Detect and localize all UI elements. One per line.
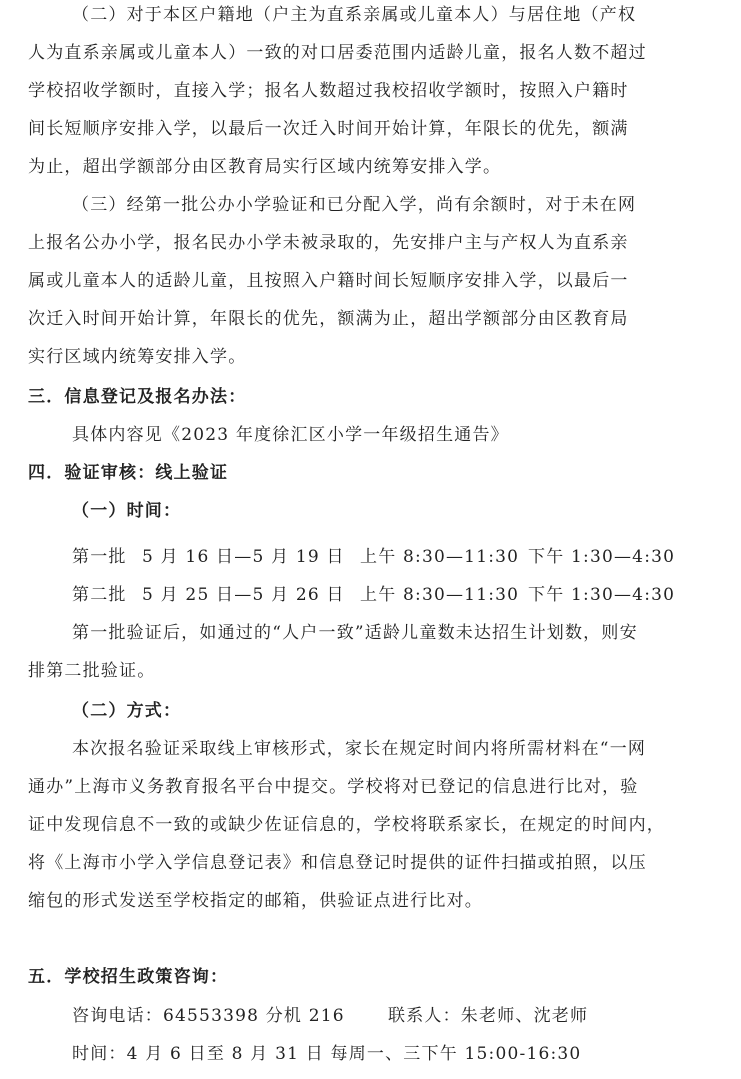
para3-line-2: 上报名公办小学，报名民办小学未被录取的，先安排户主与产权人为直系亲: [28, 233, 629, 253]
section-4-sub2-heading: （二）方式：: [72, 701, 182, 721]
section-4-heading: 四．验证审核：线上验证: [28, 463, 229, 483]
section-4-sub1-heading: （一）时间：: [72, 501, 182, 521]
para3-line-4: 次迁入时间开始计算，年限长的优先，额满为止，超出学额部分由区教育局: [28, 309, 629, 329]
batch-1-label: 第一批: [72, 547, 127, 567]
method-line-3: 证中发现信息不一致的或缺少佐证信息的，学校将联系家长，在规定的时间内，: [28, 815, 665, 835]
para2-line-4: 间长短顺序安排入学，以最后一次迁入时间开始计算，年限长的优先，额满: [28, 119, 629, 139]
section-3-body: 具体内容见《2023 年度徐汇区小学一年级招生通告》: [72, 425, 509, 445]
batch-1-dates: 5 月 16 日—5 月 19 日: [142, 547, 345, 567]
batch-2-dates: 5 月 25 日—5 月 26 日: [142, 585, 345, 605]
method-line-4: 将《上海市小学入学信息登记表》和信息登记时提供的证件扫描或拍照，以压: [28, 853, 647, 873]
section-5-heading: 五．学校招生政策咨询：: [28, 967, 229, 987]
para3-line-5: 实行区域内统筹安排入学。: [28, 347, 247, 367]
method-line-5: 缩包的形式发送至学校指定的邮箱，供验证点进行比对。: [28, 891, 483, 911]
method-line-1: 本次报名验证采取线上审核形式，家长在规定时间内将所需材料在“一网: [72, 739, 647, 759]
batch-2-am: 上午 8:30—11:30: [360, 585, 520, 605]
method-line-2: 通办”上海市义务教育报名平台中提交。学校将对已登记的信息进行比对，验: [28, 777, 639, 797]
para2-line-1: （二）对于本区户籍地（户主为直系亲属或儿童本人）与居住地（产权: [72, 5, 637, 25]
consult-hours: 时间：4 月 6 日至 8 月 31 日 每周一、三下午 15:00-16:30: [72, 1044, 582, 1064]
verification-note-line-1: 第一批验证后，如通过的“人户一致”适龄儿童数未达招生计划数，则安: [72, 623, 638, 643]
contact-persons: 联系人：朱老师、沈老师: [388, 1006, 589, 1026]
verification-note-line-2: 排第二批验证。: [28, 661, 156, 681]
batch-1-am: 上午 8:30—11:30: [360, 547, 520, 567]
batch-2-label: 第二批: [72, 585, 127, 605]
para2-line-5: 为止，超出学额部分由区教育局实行区域内统筹安排入学。: [28, 157, 502, 177]
section-3-heading: 三．信息登记及报名办法：: [28, 387, 247, 407]
para2-line-2: 人为直系亲属或儿童本人）一致的对口居委范围内适龄儿童，报名人数不超过: [28, 43, 647, 63]
para2-line-3: 学校招收学额时，直接入学；报名人数超过我校招收学额时，按照入户籍时: [28, 81, 629, 101]
para3-line-1: （三）经第一批公办小学验证和已分配入学，尚有余额时，对于未在网: [72, 195, 637, 215]
batch-2-pm: 下午 1:30—4:30: [528, 585, 676, 605]
batch-1-pm: 下午 1:30—4:30: [528, 547, 676, 567]
para3-line-3: 属或儿童本人的适龄儿童，且按照入户籍时间长短顺序安排入学，以最后一: [28, 271, 629, 291]
consult-phone: 咨询电话：64553398 分机 216: [72, 1006, 345, 1026]
